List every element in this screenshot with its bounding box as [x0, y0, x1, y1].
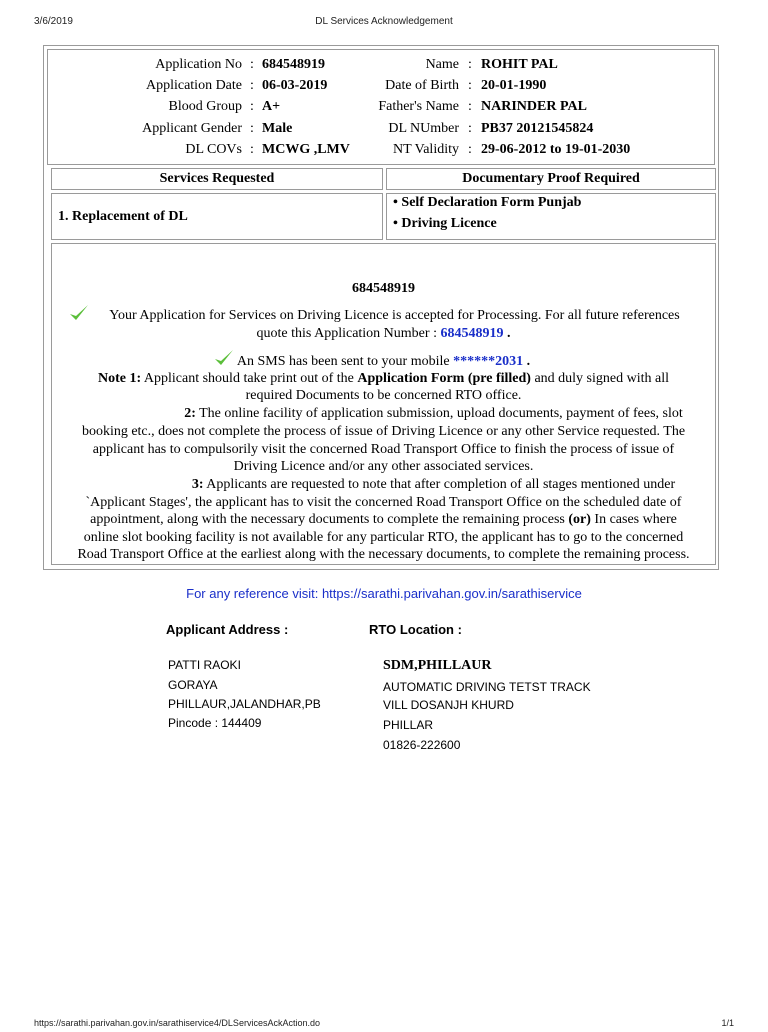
rto-location-header: RTO Location :: [369, 622, 462, 637]
info-row: Application No : 684548919 Name : ROHIT PAL: [48, 54, 714, 75]
address-line: PHILLAUR,JALANDHAR,PB: [168, 697, 321, 711]
documentary-proof-header: Documentary Proof Required: [386, 168, 716, 190]
date-of-birth: 20-01-1990: [481, 78, 547, 93]
dl-covs: MCWG ,LMV: [262, 142, 350, 157]
rto-name: SDM,PHILLAUR: [383, 658, 492, 673]
applicant-name: ROHIT PAL: [481, 57, 558, 72]
proof-item: • Driving Licence: [393, 216, 497, 231]
application-date: 06-03-2019: [262, 78, 328, 93]
rto-line: VILL DOSANJH KHURD: [383, 698, 514, 712]
note-1: Note 1: Applicant should take print out of the Application Form (pre filled) and duly signed with all: [98, 371, 669, 386]
service-item: 1. Replacement of DL: [58, 209, 188, 224]
print-date: 3/6/2019: [34, 16, 73, 27]
acknowledgement-message: 684548919 Your Application for Services on Driving Licence is accepted for Processing. For all future references quote this Application Number : 684548919 . An SMS has been sent to your mobile ******2031 . Note 1: Applicant should take print out of the Application Form (pre filled) and duly signed with all required Documents to be concerned RTO office. 2: The online facility of application submission, upload documents, payment of fees, slot booking etc., does not complete the process of issue of Driving Licence or any other Service requested. The applicant has to compulsorily visit the concerned Road Transport Office to finish the process of issue of Driving Licence and/or any other associated services. 3: Applicants are requested to note that after completion of all stages mentioned under `Applicant Stages', the applicant has to visit the concerned Road Transport Office on the scheduled date of appointment, along with the necessary documents to complete the remaining process (or) In cases where online slot booking facility is not available for any particular RTO, the applicant has to go to the concerned Road Transport Office at the earliest along with the necessary documents, to complete the remaining process.: [51, 243, 716, 565]
print-header: [34, 16, 734, 30]
gender: Male: [262, 121, 293, 136]
dl-number: PB37 20121545824: [481, 121, 594, 136]
father-name: NARINDER PAL: [481, 99, 587, 114]
address-line: GORAYA: [168, 678, 218, 692]
applicant-info: [47, 49, 715, 165]
sms-line: An SMS has been sent to your mobile ******2031 .: [236, 354, 531, 369]
nt-validity: 29-06-2012 to 19-01-2030: [481, 142, 631, 157]
rto-line: AUTOMATIC DRIVING TETST TRACK: [383, 680, 591, 694]
acknowledgement-panel: [43, 45, 719, 570]
info-row: Applicant Gender : Male DL NUmber : PB37 20121545824: [48, 118, 714, 139]
address-line: PATTI RAOKI: [168, 658, 241, 672]
print-footer: [34, 1018, 734, 1032]
address-line: Pincode : 144409: [168, 716, 262, 730]
page-number: 1/1: [721, 1018, 734, 1028]
note-2: 2: The online facility of application submission, upload documents, payment of fees, slot: [184, 406, 683, 421]
info-row: Blood Group : A+ Father's Name : NARINDER PAL: [48, 96, 714, 117]
sms-mobile: ******2031: [453, 354, 524, 369]
documentary-proof-cell: [386, 193, 716, 240]
accepted-line-2: quote this Application Number : 684548919 .: [256, 326, 511, 341]
rto-line: PHILLAR: [383, 718, 434, 732]
application-number-heading: 684548919: [352, 281, 415, 296]
services-requested-cell: [51, 193, 383, 240]
page-url: https://sarathi.parivahan.gov.in/sarathiservice4/DLServicesAckAction.do: [34, 1018, 320, 1028]
accepted-line-1: Your Application for Services on Driving Licence is accepted for Processing. For all future references: [109, 308, 680, 323]
proof-item: • Self Declaration Form Punjab: [393, 195, 582, 210]
services-requested-header: Services Requested: [51, 168, 383, 190]
application-number-ref: 684548919: [440, 326, 504, 341]
blood-group: A+: [262, 99, 281, 114]
label: Application No: [155, 57, 242, 72]
note-3: 3: Applicants are requested to note that after completion of all stages mentioned under: [191, 477, 676, 492]
applicant-address-header: Applicant Address :: [166, 622, 289, 637]
application-no: 684548919: [262, 57, 325, 72]
info-row: DL COVs : MCWG ,LMV NT Validity : 29-06-2012 to 19-01-2030: [48, 139, 714, 160]
label: Name: [425, 57, 459, 72]
info-row: Application Date : 06-03-2019 Date of Birth : 20-01-1990: [48, 75, 714, 96]
rto-phone: 01826-222600: [383, 738, 461, 752]
print-title: DL Services Acknowledgement: [315, 16, 453, 27]
reference-link[interactable]: For any reference visit: https://sarathi.parivahan.gov.in/sarathiservice: [186, 586, 582, 601]
